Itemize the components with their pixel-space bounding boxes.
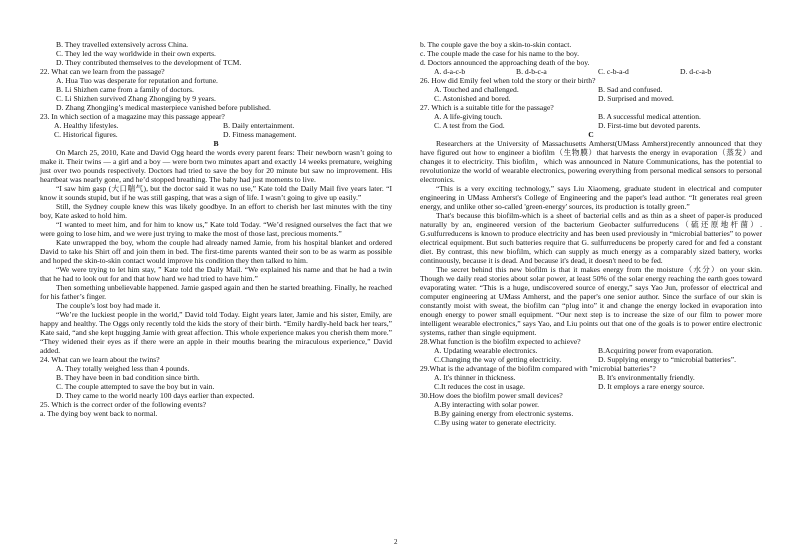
q27-stem: 27. Which is a suitable title for the passage?: [420, 103, 554, 112]
q29-option-b: B. It's environmentally friendly.: [598, 373, 695, 382]
q30-option-c: C.By using water to generate electricity.: [434, 418, 557, 427]
q25-option-c: C. c-b-a-d: [598, 67, 629, 76]
q22-option-d: D. Zhang Zhongjing’s medical masterpiece vanished before published.: [56, 103, 271, 112]
q27-options-row2: [420, 121, 762, 130]
q28-option-a: A. Updating wearable electronics.: [434, 346, 538, 355]
passage-c-para-2: “This is a very exciting technology,” says Liu Xiaomeng, graduate student in electrical and computer engineering in UMass Amherst's College of Engineering and the paper's lead author. “It generates real green energy, and unlike other so-called 'green-energy' sources, its production is totally green.”: [420, 184, 762, 211]
q27-option-b: B. A successful medical attention.: [598, 112, 701, 121]
q30-option-b: B.By gaining energy from electronic systems.: [434, 409, 574, 418]
q23-option-a: A. Healthy lifestyles.: [54, 121, 119, 130]
q28-options-row1: [420, 346, 762, 355]
q29-options-row2: [420, 382, 762, 391]
passage-b-para-1: On March 25, 2010, Kate and David Ogg heard the words every parent fears: Their newborn wasn’t going to make it. Their twins — a girl and a boy — were born two minutes apart and exactly 14 weeks premature, weighing just over two pounds respectively. Doctors had tried to save the boy for 20 minute but saw no improvement. His heartbeat was nearly gone, and he’d stopped breathing. The baby had just moments to live.: [40, 148, 392, 184]
q29-options-row1: [420, 373, 762, 382]
passage-b-para-4: “I wanted to meet him, and for him to know us,” Kate told Today. “We’d resigned ourselves the fact that we were going to lose him, and we were just trying to make the most of those last, precious moments.”: [40, 220, 392, 238]
q21-option-c: C. They led the way worldwide in their own experts.: [56, 49, 216, 58]
q23-option-c: C. Historical figures.: [54, 130, 118, 139]
q24-stem: 24. What can we learn about the twins?: [40, 355, 160, 364]
q27-option-d: D. First-time but devoted parents.: [598, 121, 701, 130]
q25-option-a: A. d-a-c-b: [434, 67, 466, 76]
q28-stem: 28.What function is the biofilm expected to achieve?: [420, 337, 581, 346]
q22-option-b: B. Li Shizhen came from a family of doctors.: [56, 85, 194, 94]
q25-event-d: d. Doctors announced the approaching death of the boy.: [420, 58, 590, 67]
section-b-heading: B: [213, 139, 219, 148]
q23-option-d: D. Fitness management.: [223, 130, 297, 139]
passage-c-para-3: That's because this biofilm-which is a sheet of bacterial cells and as thin as a sheet of paper-is produced naturally by an, engineered version of the bacterium Geobacter sulfurreducens（硫还原地杆菌）. G.sulfurreducens is known to produce electricity and has been used previously in “microbial batteries” to power electrical equipment. But such batteries require that G. sulfurreducens be properly cared for and fed a constant diet. By contrast, this new biofilm, which can supply as much energy as a comparably sized battery, works continuously, because it is dead. And because it's dead, it doesn't need to be fed.: [420, 211, 762, 265]
q23-options-row1: [40, 121, 392, 130]
q26-options-row1: [420, 85, 762, 94]
left-column: [40, 40, 392, 418]
q25-option-b: B. d-b-c-a: [516, 67, 547, 76]
q29-stem: 29.What is the advantage of the biofilm compared with "microbial batteries"?: [420, 364, 656, 373]
page-number: 2: [394, 538, 398, 546]
q24-option-a: A. They totally weighed less than 4 pounds.: [56, 364, 190, 373]
q27-option-c: C. A test from the God.: [434, 121, 505, 130]
passage-c-para-4: The secret behind this new biofilm is that it makes energy from the moisture（水分）on your skin. Though we daily read stories about solar power, at least 50% of the solar energy reaching the earth goes toward evaporating water. “This is a huge, undiscovered source of energy,” says Yao Jun, professor of electrical and computer engineering at UMass Amherst, and the paper's one senior author. Since the surface of our skin is constantly moist with sweat, the biofilm can “plug into” it and change the energy locked in evaporation into enough energy to power small equipment. “Our next step is to increase the size of our film to power more intelligent wearable electronics,” says Yao, and Liu points out that one of the goals is to power entire electronic systems, rather than single equipment.: [420, 265, 762, 337]
q21-option-b: B. They travelled extensively across China.: [56, 40, 189, 49]
q22-option-c: C. Li Shizhen survived Zhang Zhongjing by 9 years.: [56, 94, 216, 103]
passage-b-para-2: “I saw him gasp (大口喘气), but the doctor said it was no use,” Kate told the Daily Mail five years later. “I know it sounds stupid, but if he was still gasping, that was a sign of life. I wasn’t going to give up easily.”: [40, 184, 392, 202]
q26-option-a: A. Touched and challenged.: [434, 85, 519, 94]
q28-option-d: D. Supplying energy to “microbial batteries”.: [598, 355, 736, 364]
q25-event-b: b. The couple gave the boy a skin-to-skin contact.: [420, 40, 572, 49]
q25-event-a: a. The dying boy went back to normal.: [40, 409, 158, 418]
passage-b-para-9: “We’re the luckiest people in the world,” David told Today. Eight years later, Jamie and his sister, Emily, are happy and healthy. The Oggs only recently told the kids the story of their birth. “Emily hardly-held back her tears,” Kate said, “and she kept hugging Jamie with great affection. This whole experience makes you cherish them more.” “They widened their eyes as if there were an apple in their mouths bearing the miraculous experience,” David added.: [40, 310, 392, 355]
q28-option-b: B.Acquiring power from evaporation.: [598, 346, 713, 355]
right-column: [420, 40, 762, 427]
section-c-heading: C: [588, 130, 594, 139]
q24-option-d: D. They came to the world nearly 100 days earlier than expected.: [56, 391, 255, 400]
q24-option-c: C. The couple attempted to save the boy but in vain.: [56, 382, 215, 391]
q26-options-row2: [420, 94, 762, 103]
q23-options-row2: [40, 130, 392, 139]
q30-option-a: A.By interacting with solar power.: [434, 400, 540, 409]
passage-b-para-5: Kate unwrapped the boy, whom the couple had already named Jamie, from his hospital blanket and ordered David to take his Shirt off and join them in bed. The first-time parents wanted their son to be as warm as possible and hoped the skin-to-skin contact would improve his condition they then talked to him.: [40, 238, 392, 265]
passage-b-para-7: Then something unbelievable happened. Jamie gasped again and then he started breathing. Finally, he reached for his father’s finger.: [40, 283, 392, 301]
passage-b-para-8: The couple’s lost boy had made it.: [56, 301, 161, 310]
q23-option-b: B. Daily entertainment.: [223, 121, 295, 130]
passage-c-para-1: Researchers at the University of Massachusetts Amherst(UMass Amherst)recently announced that they have figured out how to engineer a biofilm（生物膜）that harvests the energy in evaporation（蒸发）and changes it to electricity. This biofilm，which was announced in Nature Communications, has the potential to revolutionize the world of wearable electronics, powering everything from personal medical sensors to personal electronics.: [420, 139, 762, 184]
q22-stem: 22. What can we learn from the passage?: [40, 67, 165, 76]
q29-option-c: C.It reduces the cost in usage.: [434, 382, 525, 391]
q21-option-d: D. They contributed themselves to the development of TCM.: [56, 58, 242, 67]
q27-option-a: A. A life-giving touch.: [434, 112, 503, 121]
passage-b-para-3: Still, the Sydney couple knew this was likely goodbye. In an effort to cherish her last minutes with the tiny boy, Kate asked to hold him.: [40, 202, 392, 220]
q26-option-b: B. Sad and confused.: [598, 85, 663, 94]
q22-option-a: A. Hua Tuo was desperate for reputation and fortune.: [56, 76, 218, 85]
q26-stem: 26. How did Emily feel when told the story or their birth?: [420, 76, 596, 85]
q25-stem: 25. Which is the correct order of the following events?: [40, 400, 207, 409]
q26-option-c: C. Astonished and bored.: [434, 94, 511, 103]
q24-option-b: B. They have been in bad condition since birth.: [56, 373, 200, 382]
passage-b-para-6: “We were trying to let him stay, ” Kate told the Daily Mail. “We explained his name and that he had a twin that he had to look out for and that how hard we had tried to have him.”: [40, 265, 392, 283]
q29-option-d: D. It employs a rare energy source.: [598, 382, 705, 391]
q25-option-d: D. d-c-a-b: [680, 67, 712, 76]
q28-options-row2: [420, 355, 762, 364]
q27-options-row1: [420, 112, 762, 121]
q30-stem: 30.How does the biofilm power small devices?: [420, 391, 563, 400]
q23-stem: 23. In which section of a magazine may this passage appear?: [40, 112, 225, 121]
q29-option-a: A. It's thinner in thickness.: [434, 373, 516, 382]
q26-option-d: D. Surprised and moved.: [598, 94, 674, 103]
q25-options: [420, 67, 762, 76]
q28-option-c: C.Changing the way of getting electricity.: [434, 355, 562, 364]
q25-event-c: c. The couple made the case for his name to the boy.: [420, 49, 579, 58]
